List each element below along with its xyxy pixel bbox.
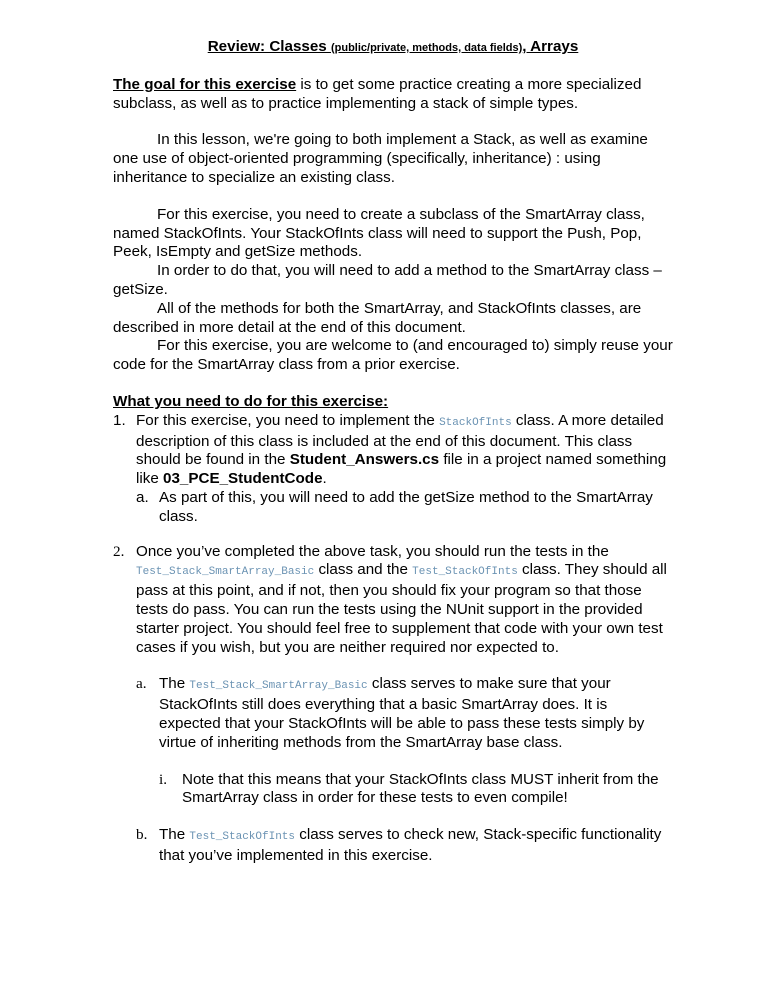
todo-item-1a [136, 489, 673, 527]
list-marker: 2. [113, 542, 125, 560]
list-marker: a. [136, 488, 149, 506]
title-arrays: , Arrays [522, 38, 579, 55]
lesson-paragraph: In this lesson, we're going to both implement a Stack, as well as examine one use of object-oriented programming (specifically, inheritance) : using inheritance to specialize an existing class. [113, 131, 648, 186]
code-test-stackofints: Test_StackOfInts [189, 831, 296, 844]
methods-paragraph: All of the methods for both the SmartArray, and StackOfInts classes, are described in more detail at the end of this document. [113, 299, 642, 336]
todo-item-2 [113, 543, 673, 658]
list-marker: i. [159, 770, 168, 788]
document-page [113, 38, 673, 866]
goal-text: is to get some practice creating a more specialized subclass, as well as to practice implementing a stack of simple types. [113, 75, 642, 112]
todo-item-2a [136, 675, 673, 752]
todo-item-2a-i [159, 771, 673, 809]
todo-item-2-text: Once you’ve completed the above task, you should run the tests in the Test_Stack_SmartArray_Basic class and the Test_StackOfInts class. They should all pass at this point, and if not, then you should fix your program so that those tests do pass. You can run the tests using the NUnit support in the provided starter project. You should feel free to supplement that code with your own test cases if you wish, but you are neither required nor expected to. [136, 542, 667, 656]
todo-item-1-text: For this exercise, you need to implement the StackOfInts class. A more detailed description of this class is included at the end of this document. This class should be found in the Student_Answers.cs file in a project named something like 03_PCE_StudentCode. [136, 411, 667, 488]
title-main: Review: Classes [207, 38, 331, 55]
list-marker: 1. [113, 411, 126, 429]
list-marker: a. [136, 675, 147, 693]
project-name: 03_PCE_StudentCode [163, 470, 323, 488]
todo-item-2b [136, 826, 673, 866]
todo-item-2b-text: The Test_StackOfInts class serves to check new, Stack-specific functionality that you’ve implemented in this exercise. [159, 826, 662, 864]
title-subtopics: (public/private, methods, data fields) [330, 42, 523, 54]
getsize-paragraph: In order to do that, you will need to add a method to the SmartArray class – getSize. [113, 262, 662, 298]
todo-item-1 [113, 412, 673, 489]
reuse-paragraph: For this exercise, you are welcome to (and encouraged to) simply reuse your code for the SmartArray class from a prior exercise. [113, 337, 673, 374]
page-title [113, 38, 673, 58]
list-marker: b. [136, 826, 148, 844]
subclass-paragraph: For this exercise, you need to create a subclass of the SmartArray class, named StackOfInts. Your StackOfInts class will need to support the Push, Pop, Peek, IsEmpty and getSize methods. [113, 205, 645, 261]
todo-item-1a-text: As part of this, you will need to add the getSize method to the SmartArray class. [159, 488, 653, 525]
todo-heading: What you need to do for this exercise: [113, 392, 389, 410]
goal-paragraph [113, 76, 673, 114]
code-test-stack-smartarray-basic: Test_Stack_SmartArray_Basic [189, 680, 368, 693]
todo-item-2a-text: The Test_Stack_SmartArray_Basic class serves to make sure that your StackOfInts still does everything that a basic SmartArray does. It is expected that your StackOfInts will be able to pass these tests simply by virtue of inheriting methods from the SmartArray base class. [159, 675, 645, 751]
goal-label: The goal for this exercise [113, 75, 297, 93]
todo-item-2a-i-text: Note that this means that your StackOfInts class MUST inherit from the SmartArray class in order for these tests to even compile! [182, 770, 659, 807]
code-test-stackofints: Test_StackOfInts [412, 566, 518, 579]
student-answers-file: Student_Answers.cs [289, 451, 440, 469]
code-test-stack-smartarray-basic: Test_Stack_SmartArray_Basic [136, 566, 315, 579]
code-stackofints: StackOfInts [439, 416, 512, 429]
